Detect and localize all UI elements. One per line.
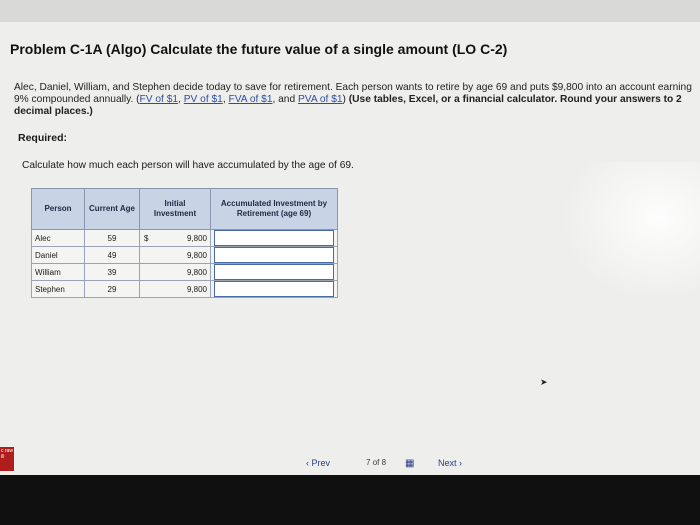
accumulated-input-stephen[interactable] <box>214 281 334 297</box>
current-age: 59 <box>85 230 140 247</box>
screen-glare <box>560 162 700 302</box>
next-button[interactable]: Next › <box>438 458 463 468</box>
prev-label: Prev <box>311 458 331 468</box>
question-grid-icon[interactable]: ▦ <box>405 458 414 469</box>
person-name: William <box>32 264 85 281</box>
currency-symbol: $ <box>144 233 149 243</box>
link-pv-of-1[interactable]: PV of $1 <box>183 94 223 105</box>
table-row <box>32 230 338 247</box>
accumulated-input-alec[interactable] <box>214 230 334 246</box>
page-current: 7 <box>366 458 371 467</box>
intro-text: Alec, Daniel, William, and Stephen decide today to save for retirement. Each person wants to retire by age 69 and puts $9,800 into an account earning 9% compounded annually. ( <box>14 82 692 105</box>
page-of: of <box>372 458 380 467</box>
current-age: 29 <box>85 281 140 298</box>
link-fv-of-1[interactable]: FV of $1 <box>139 94 179 105</box>
table-row <box>32 247 338 264</box>
header-person: Person <box>32 189 85 230</box>
instructions-bold: (Use tables, Excel, or a financial calculator. Round your answers to 2 decimal places.) <box>14 94 682 117</box>
header-initial-investment: Initial Investment <box>140 189 211 230</box>
page-total: 8 <box>381 458 387 467</box>
person-name: Stephen <box>32 281 85 298</box>
table-row <box>32 264 338 281</box>
current-age: 39 <box>85 264 140 281</box>
header-current-age: Current Age <box>85 189 140 230</box>
problem-page <box>0 22 700 475</box>
initial-investment <box>140 230 211 247</box>
person-name: Daniel <box>32 247 85 264</box>
header-accumulated-investment: Accumulated Investment by Retirement (age 69) <box>211 189 338 230</box>
page-title: Problem C-1A (Algo) Calculate the future value of a single amount (LO C-2) <box>10 41 508 57</box>
mouse-cursor-icon: ➤ <box>540 377 548 387</box>
table-header-row <box>32 189 338 230</box>
person-name: Alec <box>32 230 85 247</box>
link-pva-of-1[interactable]: PVA of $1 <box>297 94 343 105</box>
pagination-nav <box>300 458 500 472</box>
current-age: 49 <box>85 247 140 264</box>
accumulated-cell <box>211 247 338 264</box>
investment-value: 9,800 <box>186 267 207 277</box>
bottom-bar <box>0 475 700 525</box>
accumulated-cell <box>211 230 338 247</box>
accumulated-input-william[interactable] <box>214 264 334 280</box>
accumulated-cell <box>211 281 338 298</box>
publisher-logo: c raw ill <box>0 447 14 471</box>
accumulated-cell <box>211 264 338 281</box>
answer-table <box>31 188 338 298</box>
page-indicator <box>366 458 386 467</box>
investment-value: 9,800 <box>186 250 207 260</box>
initial-investment <box>140 264 211 281</box>
instruction-text: Calculate how much each person will have accumulated by the age of 69. <box>22 160 354 171</box>
investment-value: 9,800 <box>186 233 207 243</box>
required-label: Required: <box>18 132 68 144</box>
prev-button[interactable]: ‹ Prev <box>306 458 331 468</box>
problem-description: Alec, Daniel, William, and Stephen decide today to save for retirement. Each person wants to retire by age 69 and puts $9,800 into an account earning 9% compounded annually. (FV of $1, PV of $1, FVA of $1, and PVA of $1) (Use tables, Excel, or a financial calculator. Round your answers to 2 decimal places.) <box>14 82 692 117</box>
link-fva-of-1[interactable]: FVA of $1 <box>228 94 273 105</box>
investment-value: 9,800 <box>186 284 207 294</box>
next-label: Next <box>438 458 457 468</box>
initial-investment <box>140 281 211 298</box>
table-row <box>32 281 338 298</box>
initial-investment <box>140 247 211 264</box>
accumulated-input-daniel[interactable] <box>214 247 334 263</box>
